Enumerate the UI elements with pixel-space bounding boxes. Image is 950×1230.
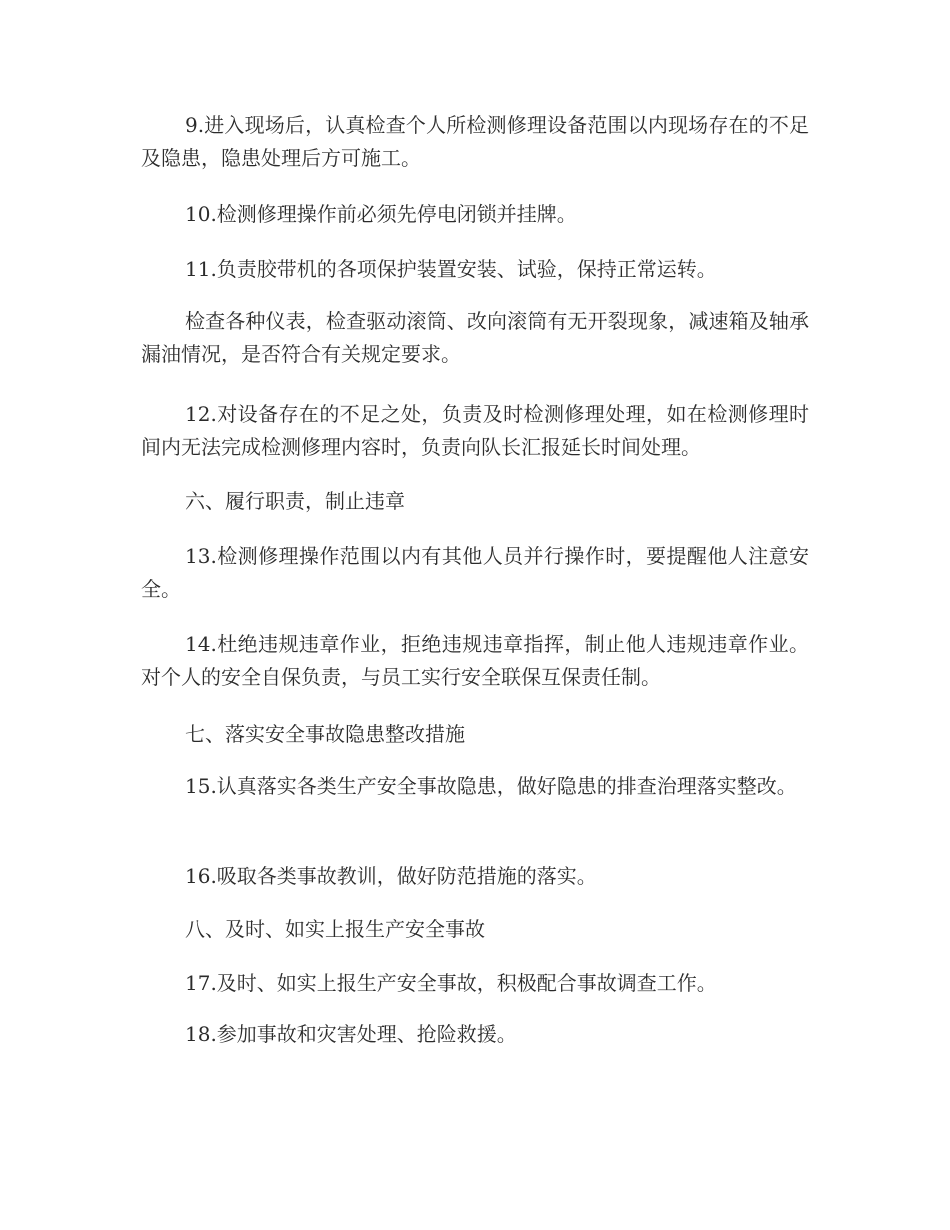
paragraph-item-14: 14.杜绝违规违章作业，拒绝违规违章指挥，制止他人违规违章作业。对个人的安全自保负责，与员工实行安全联保互保责任制。 [141, 632, 809, 689]
paragraph-item-18: 18.参加事故和灾害处理、抢险救援。 [185, 1022, 517, 1046]
section-heading-7: 七、落实安全事故隐患整改措施 [185, 722, 465, 746]
paragraph-item-11: 11.负责胶带机的各项保护装置安装、试验，保持正常运转。 [185, 257, 717, 281]
paragraph-inspection-details: 检查各种仪表，检查驱动滚筒、改向滚筒有无开裂现象，减速箱及轴承漏油情况，是否符合有关规定要求。 [141, 309, 809, 366]
paragraph-item-17: 17.及时、如实上报生产安全事故，积极配合事故调查工作。 [185, 971, 717, 995]
paragraph-item-15: 15.认真落实各类生产安全事故隐患，做好隐患的排查治理落实整改。 [185, 774, 797, 798]
paragraph-item-9: 9.进入现场后，认真检查个人所检测修理设备范围以内现场存在的不足及隐患，隐患处理后方可施工。 [141, 113, 809, 170]
paragraph-item-13: 13.检测修理操作范围以内有其他人员并行操作时，要提醒他人注意安全。 [141, 544, 809, 601]
paragraph-item-16: 16.吸取各类事故教训，做好防范措施的落实。 [185, 864, 597, 888]
paragraph-item-10: 10.检测修理操作前必须先停电闭锁并挂牌。 [185, 202, 577, 226]
section-heading-6: 六、履行职责，制止违章 [185, 489, 405, 513]
paragraph-item-12: 12.对设备存在的不足之处，负责及时检测修理处理，如在检测修理时间内无法完成检测修理内容时，负责向队长汇报延长时间处理。 [141, 402, 809, 459]
section-heading-8: 八、及时、如实上报生产安全事故 [185, 917, 485, 941]
